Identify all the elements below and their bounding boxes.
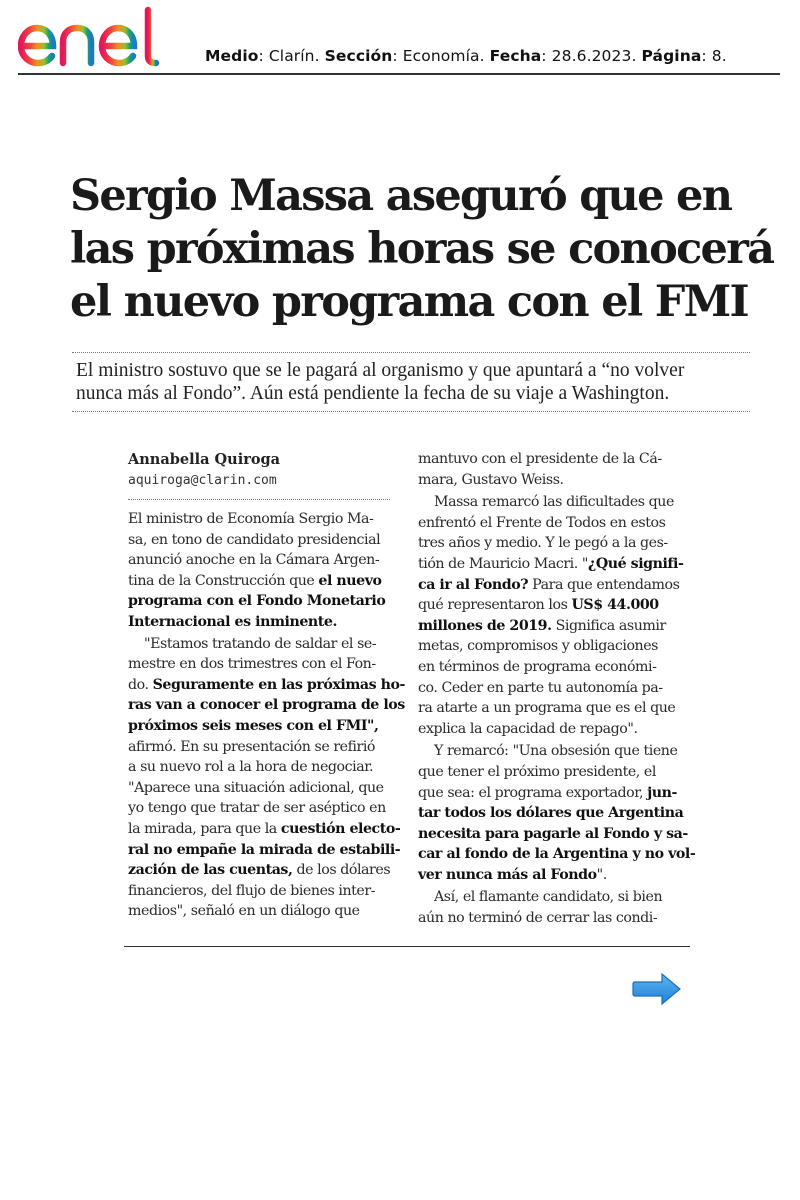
medio-label: Medio: [205, 47, 259, 65]
text-line: [128, 757, 396, 778]
bold-text: zación de las cuentas,: [128, 862, 293, 879]
headline-line: Sergio Massa aseguró que en: [70, 171, 732, 221]
text-line: [128, 778, 396, 799]
text-line: [128, 530, 396, 551]
bold-text: ras van a conocer el programa de los: [128, 697, 405, 714]
text-line: [418, 616, 688, 637]
text: mantuvo con el presidente de la Cá-: [418, 451, 662, 467]
paragraph: [128, 634, 405, 922]
bold-text: car al fondo de la Argentina y no vol-: [418, 846, 696, 863]
text: "Aparece una situación adicional, que: [128, 779, 384, 796]
text-line: [418, 844, 696, 865]
paragraph: [418, 492, 688, 739]
text: yo tengo que tratar de ser aséptico en: [128, 800, 386, 817]
byline-divider: [128, 499, 390, 500]
text: la mirada, para que la: [128, 820, 281, 837]
text-line: [128, 798, 396, 819]
text: de los dólares: [292, 862, 391, 879]
text: mestre en dos trimestres con el Fon-: [128, 656, 376, 673]
text-line: [128, 550, 396, 571]
text-line: [418, 657, 688, 678]
bold-text: ral no empañe la mirada de estabili-: [128, 841, 401, 858]
article-subhead: [76, 359, 756, 405]
seccion-value: Economía.: [402, 47, 485, 65]
bold-text: programa con el Fondo Monetario: [128, 593, 386, 610]
bold-text: ver nunca más al Fondo: [418, 866, 597, 883]
text-line: [128, 840, 401, 861]
text: a su nuevo rol a la hora de negociar.: [128, 759, 374, 776]
header-divider: [18, 73, 780, 75]
pagina-label: Página: [641, 47, 702, 65]
medio-value: Clarín.: [268, 47, 320, 65]
text-line: [418, 824, 688, 845]
text-line: [418, 719, 688, 740]
subhead-bottom-divider: [72, 411, 750, 412]
text: ".: [596, 866, 607, 883]
text-line: [128, 612, 396, 633]
paragraph: [418, 741, 696, 885]
fecha-value: 28.6.2023.: [551, 47, 637, 65]
text-line: [128, 695, 405, 716]
article-column-2: [418, 449, 696, 929]
text-line: [418, 783, 688, 804]
text: Significa asumir: [551, 617, 666, 634]
paragraph: [418, 449, 688, 490]
text-line: [128, 716, 396, 737]
text-line: [418, 803, 688, 824]
text-line: [128, 654, 396, 675]
text-line: [128, 509, 396, 530]
subhead-line: nunca más al Fondo”. Aún está pendiente la fecha de su viaje a Washington.: [76, 383, 670, 404]
text-line: [418, 554, 688, 575]
text: financieros, del flujo de bienes inter-: [128, 882, 376, 899]
text-line: [128, 634, 396, 655]
arrow-right-icon[interactable]: [632, 972, 682, 1006]
text-line: [128, 881, 396, 902]
fecha-label: Fecha: [489, 47, 542, 65]
bold-text: millones de 2019.: [418, 617, 552, 634]
text: medios", señaló en un diálogo que: [128, 903, 360, 920]
text-line: [128, 591, 396, 612]
paragraph: [418, 887, 688, 928]
bold-text: tar todos los dólares que Argentina: [418, 805, 684, 822]
text: do.: [128, 676, 153, 693]
text: qué representaron los: [418, 597, 572, 614]
text-line: [128, 901, 396, 922]
bold-text: próximos seis meses con el FMI",: [128, 717, 379, 734]
source-header: Medio: Clarín. Sección: Economía. Fecha: 28.6.2023. Página: 8.: [205, 47, 727, 65]
bold-text: Internacional es inminente.: [128, 613, 337, 630]
text: que sea: el programa exportador,: [418, 784, 648, 801]
text: Así, el flamante candidato, si bien: [434, 889, 663, 906]
bold-text: US$ 44.000: [571, 597, 659, 614]
text-line: [418, 887, 688, 908]
text: aún no terminó de cerrar las condi-: [418, 910, 658, 927]
text: en términos de programa económi-: [418, 658, 657, 675]
text: anunció anoche en la Cámara Argen-: [128, 552, 380, 569]
bold-text: Seguramente en las próximas ho-: [152, 676, 405, 693]
article-headline: [70, 170, 774, 329]
bold-text: cuestión electo-: [280, 820, 401, 837]
text: "Estamos tratando de saldar el se-: [144, 635, 377, 652]
text: metas, compromisos y obligaciones: [418, 638, 659, 655]
text: tres años y medio. Y le pegó a la ges-: [418, 535, 668, 552]
text-line: [418, 595, 688, 616]
text: mara, Gustavo Weiss.: [418, 471, 564, 488]
paragraph: [128, 509, 396, 633]
bold-text: jun-: [647, 784, 677, 801]
text: afirmó. En su presentación se refirió: [128, 738, 375, 755]
text-line: [418, 449, 688, 470]
text-line: [128, 860, 396, 881]
bold-text: ¿Qué signifi-: [587, 555, 684, 572]
author-name: Annabella Quiroga: [128, 451, 281, 468]
text: explica la capacidad de repago".: [418, 720, 638, 737]
text: El ministro de Economía Sergio Ma-: [128, 511, 374, 527]
text-line: [418, 741, 688, 762]
pagina-value: 8.: [711, 47, 727, 65]
text: sa, en tono de candidato presidencial: [128, 531, 381, 548]
text-line: [418, 636, 688, 657]
headline-line: el nuevo programa con el FMI: [70, 277, 748, 327]
author-email: aquiroga@clarin.com: [128, 473, 277, 488]
text: Para que entendamos: [528, 576, 680, 593]
text-line: [128, 737, 396, 758]
article-bottom-divider: [124, 946, 690, 947]
text: tina de la Construcción que: [128, 572, 319, 589]
subhead-line: El ministro sostuvo que se le pagará al organismo y que apuntará a “no volver: [76, 360, 685, 381]
text-line: [418, 865, 688, 886]
text-line: [418, 470, 688, 491]
text-line: [418, 908, 688, 929]
bold-text: necesita para pagarle al Fondo y sa-: [418, 825, 688, 842]
text-line: [418, 513, 688, 534]
text: enfrentó el Frente de Todos en estos: [418, 514, 666, 531]
text-line: [418, 762, 688, 783]
subhead-top-divider: [72, 352, 750, 353]
bold-text: ca ir al Fondo?: [418, 576, 529, 593]
text: Massa remarcó las dificultades que: [434, 494, 674, 511]
article-column-1: [128, 509, 405, 922]
text-line: [418, 678, 688, 699]
headline-line: las próximas horas se conocerá: [70, 224, 774, 274]
text: que tener el próximo presidente, el: [418, 763, 656, 780]
text: tión de Mauricio Macri. ": [418, 555, 588, 572]
text: ra atarte a un programa que es el que: [418, 700, 676, 717]
text: Y remarcó: "Una obsesión que tiene: [434, 743, 678, 760]
enel-logo: [18, 6, 180, 68]
seccion-label: Sección: [324, 47, 393, 65]
text-line: [418, 575, 688, 596]
text-line: [128, 571, 396, 592]
text-line: [418, 492, 688, 513]
text-line: [418, 533, 688, 554]
text: co. Ceder en parte tu autonomía pa-: [418, 679, 663, 696]
text-line: [418, 698, 688, 719]
bold-text: el nuevo: [318, 572, 382, 589]
text-line: [128, 819, 401, 840]
text-line: [128, 675, 405, 696]
